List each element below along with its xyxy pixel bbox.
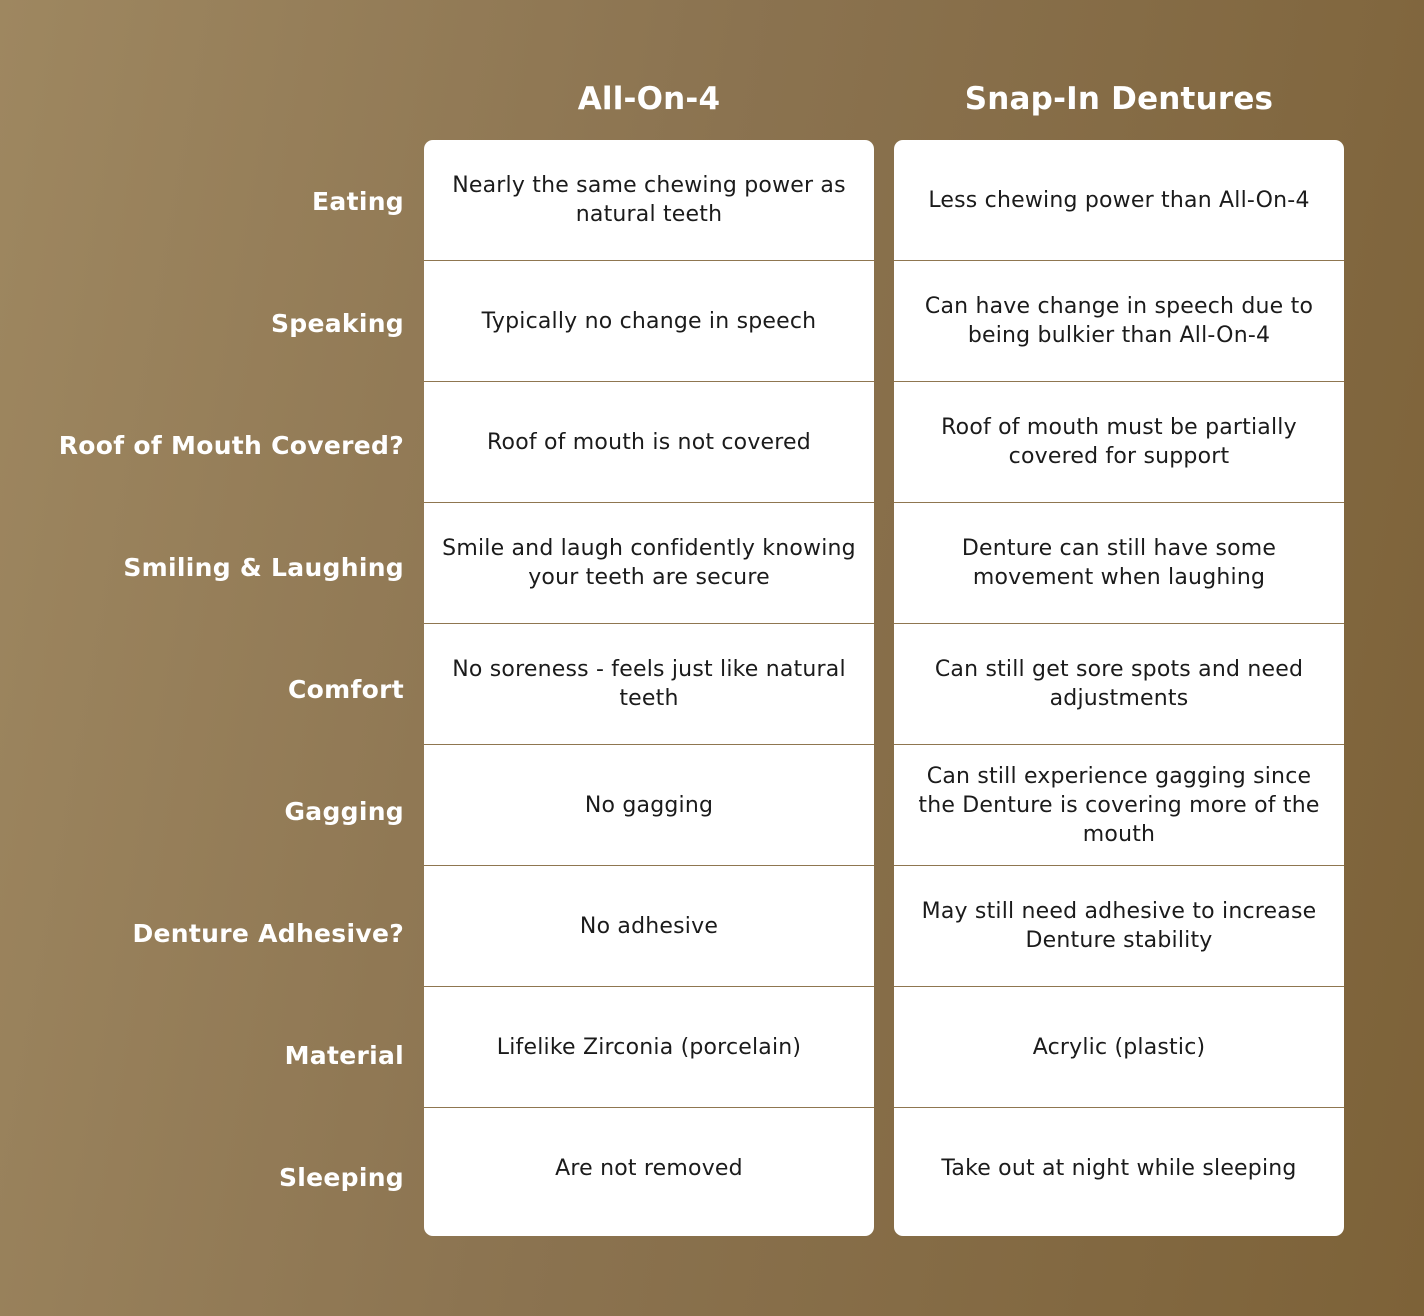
column-header-snap-in-dentures: Snap-In Dentures — [964, 81, 1274, 117]
all-on-4-cell-speaking: Typically no change in speech — [424, 261, 874, 382]
column-header-all-on-4: All-On-4 — [577, 81, 721, 117]
all-on-4-column-card — [424, 140, 874, 1236]
all-on-4-cell-smiling-laughing: Smile and laugh confidently knowing your teeth are secure — [424, 503, 874, 624]
all-on-4-cell-sleeping: Are not removed — [555, 1156, 743, 1181]
row-label-sleeping: Sleeping — [278, 1162, 404, 1192]
snap-in-cell-material: Acrylic (plastic) — [894, 987, 1344, 1108]
row-label-speaking: Speaking — [270, 308, 404, 338]
snap-in-cell-roof-of-mouth: Roof of mouth must be partially covered for support — [894, 382, 1344, 503]
row-label-roof-of-mouth: Roof of Mouth Covered? — [58, 430, 404, 460]
all-on-4-cell-denture-adhesive: No adhesive — [424, 866, 874, 987]
snap-in-cell-gagging: Can still experience gagging since the Denture is covering more of the mouth — [894, 745, 1344, 866]
snap-in-cell-sleeping: Take out at night while sleeping — [941, 1156, 1297, 1181]
row-label-gagging: Gagging — [284, 796, 404, 826]
row-label-denture-adhesive: Denture Adhesive? — [132, 918, 404, 948]
all-on-4-cell-eating: Nearly the same chewing power as natural teeth — [424, 140, 874, 261]
row-label-smiling-laughing: Smiling & Laughing — [123, 552, 404, 582]
snap-in-dentures-column-card — [894, 140, 1344, 1236]
all-on-4-cell-comfort: No soreness - feels just like natural teeth — [424, 624, 874, 745]
snap-in-cell-smiling-laughing: Denture can still have some movement when laughing — [894, 503, 1344, 624]
row-labels — [0, 140, 404, 1238]
all-on-4-cell-material: Lifelike Zirconia (porcelain) — [424, 987, 874, 1108]
snap-in-cell-denture-adhesive: May still need adhesive to increase Denture stability — [894, 866, 1344, 987]
row-label-comfort: Comfort — [287, 674, 404, 704]
row-label-eating: Eating — [312, 186, 404, 216]
snap-in-cell-eating: Less chewing power than All-On-4 — [894, 140, 1344, 261]
snap-in-cell-comfort: Can still get sore spots and need adjustments — [894, 624, 1344, 745]
all-on-4-cell-roof-of-mouth: Roof of mouth is not covered — [424, 382, 874, 503]
row-label-material: Material — [284, 1040, 404, 1070]
snap-in-cell-speaking: Can have change in speech due to being bulkier than All-On-4 — [894, 261, 1344, 382]
all-on-4-cell-gagging: No gagging — [424, 745, 874, 866]
